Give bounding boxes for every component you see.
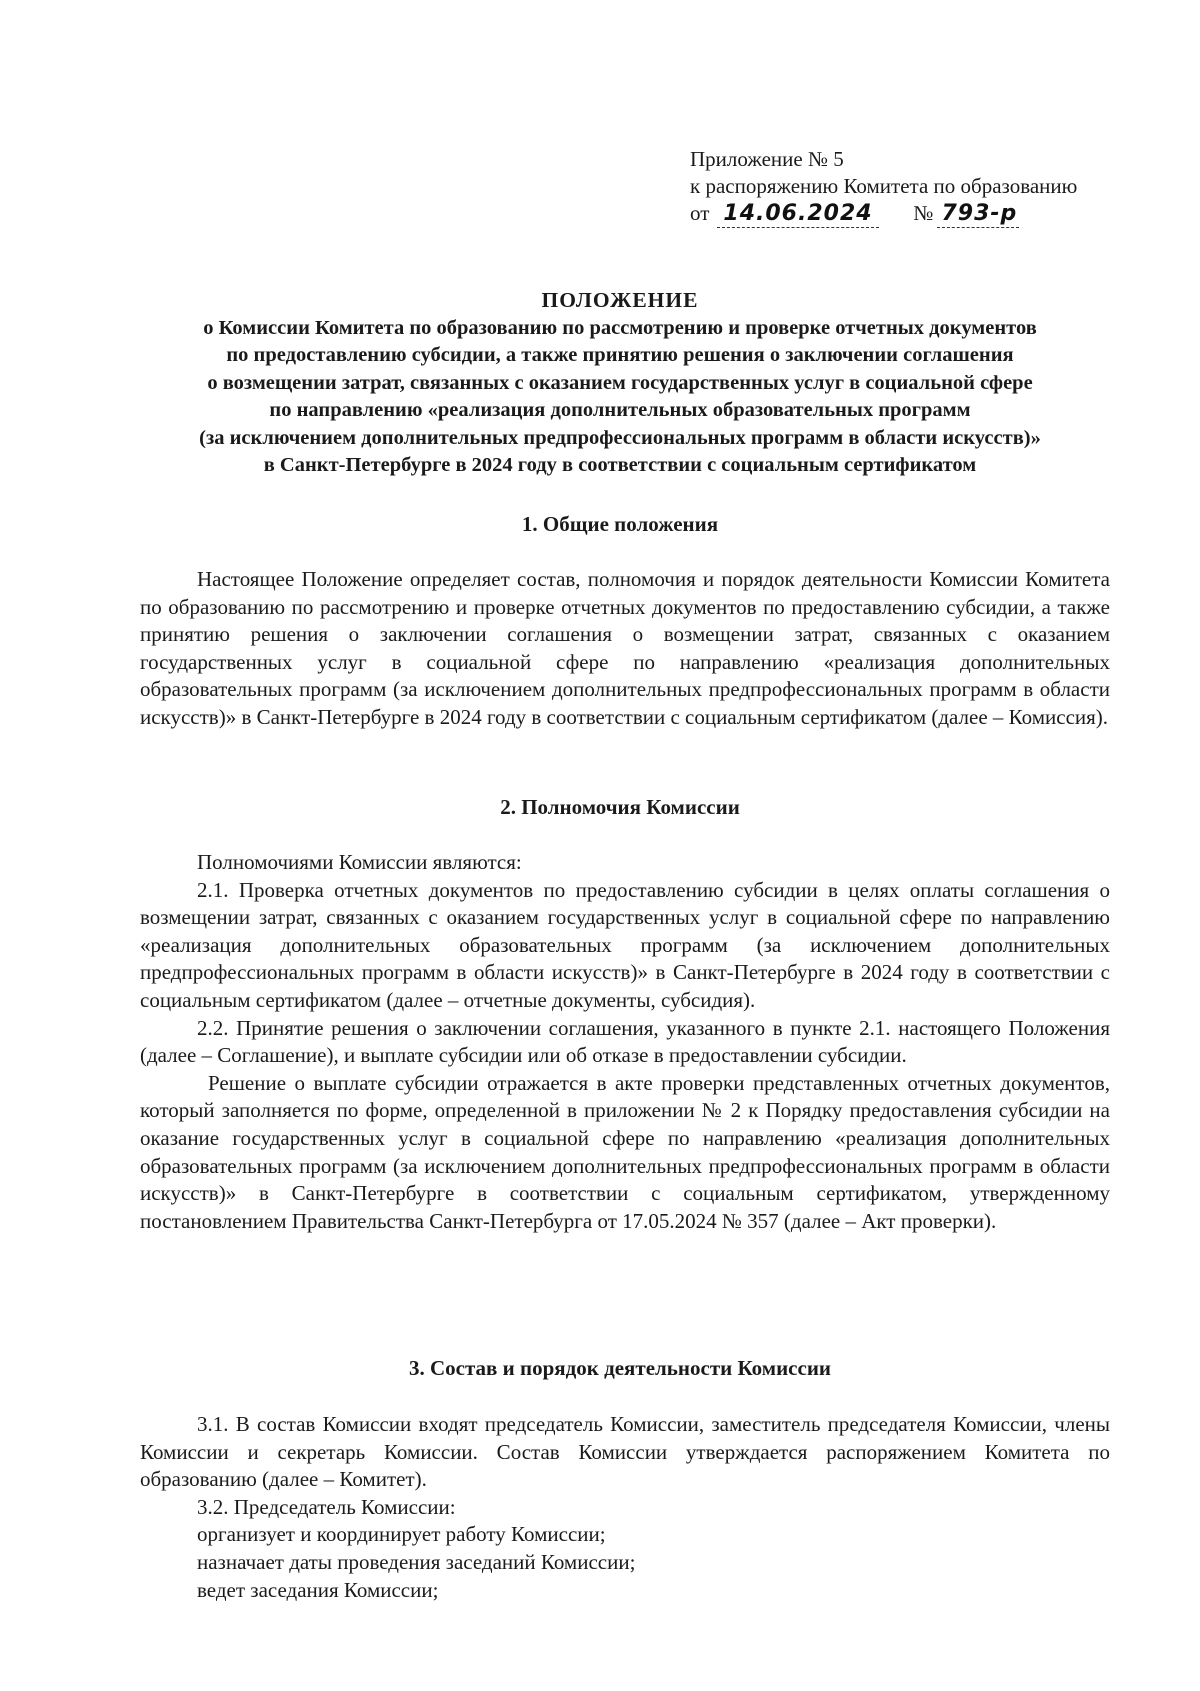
title-main: ПОЛОЖЕНИЕ xyxy=(541,288,699,312)
document-title xyxy=(130,287,1110,480)
appendix-header xyxy=(690,146,1077,228)
section2-heading: 2. Полномочия Комиссии xyxy=(500,795,740,819)
title-line: по направлению «реализация дополнительных образовательных программ xyxy=(269,399,971,421)
appendix-number: Приложение № 5 xyxy=(690,147,844,171)
section2-intro: Полномочиями Комиссии являются: xyxy=(197,850,522,874)
number-sign: № xyxy=(913,201,934,225)
title-line: в Санкт-Петербурге в 2024 году в соответствии с социальным сертификатом xyxy=(263,454,977,476)
section1-heading: 1. Общие положения xyxy=(521,512,719,536)
title-line: по предоставлению субсидии, а также принятию решения о заключении соглашения xyxy=(226,344,1014,366)
number-field xyxy=(937,200,1019,228)
date-field xyxy=(717,200,879,228)
section1-body xyxy=(140,566,1110,732)
section3-body xyxy=(140,1411,1110,1604)
section3-item1: 3.1. В состав Комиссии входят председатель Комиссии, заместитель председателя Комиссии, члены Комиссии и секретарь Комиссии. Состав Комиссии утверждается распоряжением Комитета по образованию (далее – Комитет). xyxy=(140,1412,1110,1492)
handwritten-date: 14.06.2024 xyxy=(723,201,873,226)
section2-item2: 2.2. Принятие решения о заключении соглашения, указанного в пункте 2.1. настоящего Положения (далее – Соглашение), и выплате субсидии или об отказе в предоставлении субсидии. xyxy=(140,1015,1110,1068)
section2-item1: 2.1. Проверка отчетных документов по предоставлению субсидии в целях оплаты соглашения о возмещении затрат, связанных с оказанием государственных услуг в социальной сфере по направлению «реализация дополнительных образовательных программ (за исключением дополнительных предпрофессиональных программ в области искусств)» в Санкт-Петербурге в 2024 году в соответствии с социальным сертификатом (далее – отчетные документы, субсидия). xyxy=(140,877,1110,1012)
section3-item2: 3.2. Председатель Комиссии: xyxy=(197,1494,456,1519)
title-line: о Комиссии Комитета по образованию по рассмотрению и проверке отчетных документов xyxy=(203,316,1037,339)
appendix-reference: к распоряжению Комитета по образованию xyxy=(690,174,1078,198)
appendix-date-line xyxy=(690,200,1077,228)
section2-body xyxy=(140,849,1110,1235)
section2-decision: Решение о выплате субсидии отражается в акте проверки представленных отчетных документов, который заполняется по форме, определенной в приложении № 2 к Порядку предоставления субсидии на оказание государственных услуг в социальной сфере по направлению «реализация дополнительных образовательных программ (за исключением дополнительных предпрофессиональных программ в области искусств)» в Санкт-Петербурге в соответствии с социальным сертификатом, утвержденному постановлением Правительства Санкт-Петербурга от 17.05.2024 № 357 (далее – Акт проверки). xyxy=(140,1070,1110,1233)
chair-duty: назначает даты проведения заседаний Комиссии; xyxy=(197,1549,636,1574)
title-line: о возмещении затрат, связанных с оказанием государственных услуг в социальной сфере xyxy=(207,371,1033,394)
handwritten-number: 793-р xyxy=(941,201,1018,226)
chair-duty: организует и координирует работу Комиссии; xyxy=(197,1522,606,1547)
chair-duty: ведет заседания Комиссии; xyxy=(197,1577,439,1602)
title-line: (за исключением дополнительных предпрофессиональных программ в области искусств)» xyxy=(199,426,1041,449)
from-prefix: от xyxy=(690,201,710,225)
section1-paragraph: Настоящее Положение определяет состав, полномочия и порядок деятельности Комиссии Комитета по образованию по рассмотрению и проверке отчетных документов по предоставлению субсидии, а также принятию решения о заключении соглашения о возмещении затрат, связанных с оказанием государственных услуг в социальной сфере по направлению «реализация дополнительных образовательных программ (за исключением дополнительных предпрофессиональных программ в области искусств)» в Санкт-Петербурге в 2024 году в соответствии с социальным сертификатом (далее – Комиссия). xyxy=(140,567,1110,729)
section3-heading: 3. Состав и порядок деятельности Комиссии xyxy=(408,1356,832,1380)
